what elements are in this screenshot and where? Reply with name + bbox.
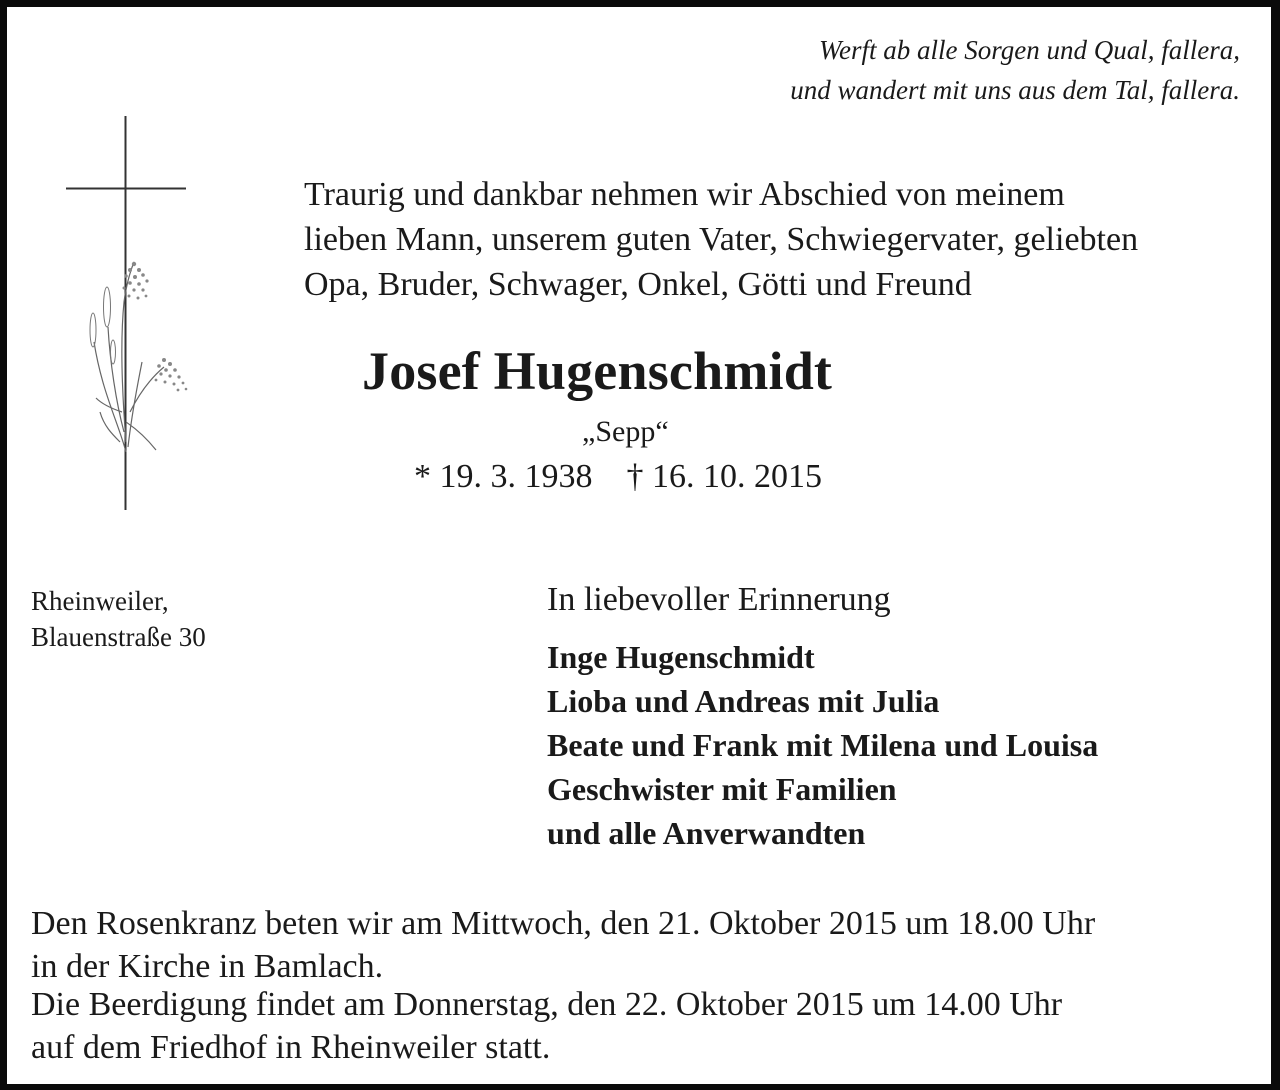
death-date: † 16. 10. 2015 [626,458,822,495]
service-details [31,902,1261,1069]
rosary-location: in der Kirche in Bamlach. [31,948,384,985]
remembrance-heading: In liebevoller Erinnerung [547,581,891,618]
motto-verse [640,30,1240,110]
mourner-entry: Inge Hugenschmidt [547,639,815,675]
family-address [31,583,206,655]
mourners-list [547,635,1098,855]
intro-line: Opa, Bruder, Schwager, Onkel, Götti und Freund [304,266,972,303]
address-street: Blauenstraße 30 [31,622,206,652]
intro-line: lieben Mann, unserem guten Vater, Schwiegervater, geliebten [304,221,1139,258]
address-city: Rheinweiler, [31,586,169,616]
mourner-entry: Lioba und Andreas mit Julia [547,683,940,719]
funeral-info: Die Beerdigung findet am Donnerstag, den 22. Oktober 2015 um 14.00 Uhr [31,986,1063,1023]
cross-with-grasses-icon [60,112,200,514]
mourner-entry: Geschwister mit Familien [547,771,897,807]
farewell-intro [304,172,1264,307]
mourner-entry: Beate und Frank mit Milena und Louisa [547,727,1099,763]
funeral-location: auf dem Friedhof in Rheinweiler statt. [31,1029,551,1066]
birth-date: * 19. 3. 1938 [414,458,593,495]
intro-line: Traurig und dankbar nehmen wir Abschied von meinem [304,176,1065,213]
mourner-entry: und alle Anverwandten [547,815,866,851]
deceased-nickname: „Sepp“ [582,415,669,448]
motto-line: Werft ab alle Sorgen und Qual, fallera, [819,35,1240,65]
life-dates [414,455,822,499]
motto-line: und wandert mit uns aus dem Tal, fallera. [790,75,1240,105]
rosary-info: Den Rosenkranz beten wir am Mittwoch, den 21. Oktober 2015 um 18.00 Uhr [31,905,1096,942]
deceased-name: Josef Hugenschmidt [362,341,833,401]
